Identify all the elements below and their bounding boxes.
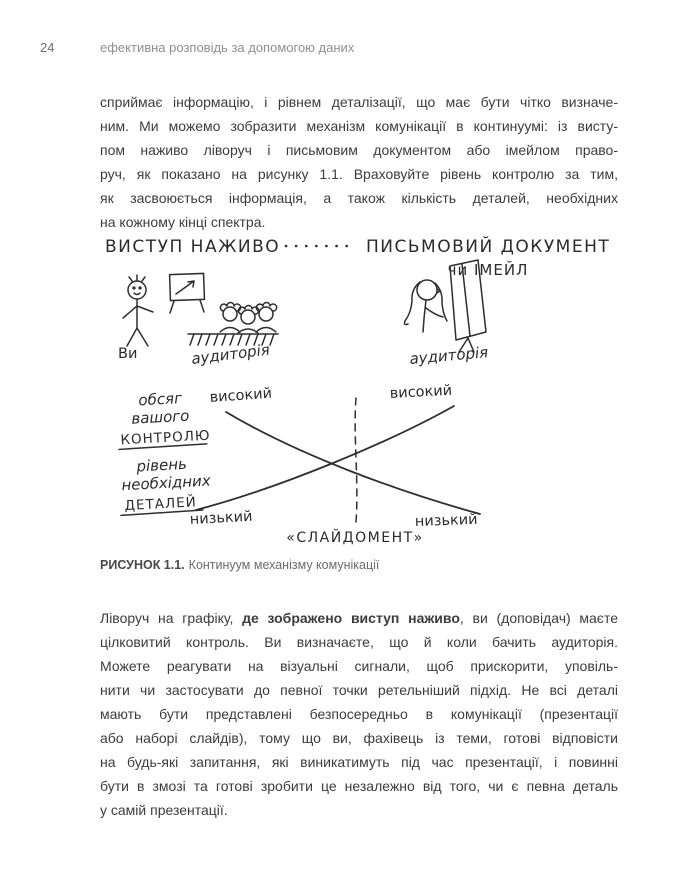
figure-caption-text: Континуум механізму комунікації (188, 558, 380, 572)
control-curve (226, 412, 480, 514)
presentation-board-icon (170, 273, 205, 313)
figure-1-1 (90, 230, 620, 552)
text-line: на будь-які запитання, які виникатимуть під час презентації, і повинні (100, 754, 618, 770)
slideument-divider-dashed-line (355, 398, 357, 522)
text-line: або наборі слайдів), тому що ви, фахівець із теми, готові відповісти (100, 730, 618, 746)
live-presentation-title: ВИСТУП НАЖИВО (105, 237, 281, 257)
low-right-label: низький (414, 511, 478, 530)
text-line: цілковитий контроль. Ви визначаєте, що й коли бачить аудиторія. (100, 634, 618, 650)
high-right-label: високий (389, 382, 453, 402)
text-line: пом наживо ліворуч і письмовим документом або імейлом право- (100, 142, 618, 158)
written-document-title: ПИСЬМОВИЙ ДОКУМЕНТ (366, 237, 611, 257)
text-line: мають бути представлені безпосередньо в комунікації (презентації (100, 706, 618, 722)
text-line: бути в змозі та готові зробити це незалежно від того, чи є певна деталь (100, 778, 618, 794)
low-left-label: низький (189, 508, 253, 528)
svg-text:ДЕТАЛЕЙ: ДЕТАЛЕЙ (124, 494, 198, 515)
svg-text:вашого: вашого (130, 406, 190, 428)
text-line: на кожному кінці спектра. (100, 214, 266, 230)
audience-left-label: аудиторія (190, 340, 271, 368)
communication-continuum-diagram (90, 230, 620, 552)
presenter-stick-figure-icon (123, 275, 153, 346)
svg-text:необхідних: необхідних (120, 471, 212, 495)
page-header (0, 40, 700, 58)
audience-right-label: аудиторія (408, 343, 489, 368)
body-paragraph-1 (100, 90, 618, 234)
high-left-label: високий (209, 385, 273, 406)
figure-caption-label: РИСУНОК 1.1. (100, 558, 185, 572)
text-line: сприймає інформацію, і рівнем деталізації, що має бути чітко визначе- (100, 94, 618, 110)
svg-text:обсяг: обсяг (137, 389, 183, 410)
text-line: нити чи застосувати до певної точки ретельніший підхід. Не всі деталі (100, 682, 618, 698)
text-line: у самій презентації. (100, 802, 228, 818)
details-axis-label (118, 454, 212, 516)
text-line: Можете реагувати на візуальні сигнали, щоб прискорити, уповіль- (100, 658, 618, 674)
page-number: 24 (40, 40, 55, 55)
or-email-subtitle: чи ІМЕЙЛ (447, 261, 529, 279)
text-line (100, 606, 618, 630)
text-segment: , ви (доповідач) маєте (459, 610, 618, 626)
text-segment: Ліворуч на графіку, (100, 610, 243, 626)
body-paragraph-2 (100, 606, 618, 822)
figure-caption (100, 558, 379, 572)
bold-text-segment: де зображено виступ наживо (242, 610, 460, 626)
text-line: ним. Ми можемо зобразити механізм комунікації в континуумі: із висту- (100, 118, 618, 134)
running-title: ефективна розповідь за допомогою даних (100, 40, 355, 55)
slideument-label: «СЛАЙДОМЕНТ» (286, 530, 424, 546)
text-line: руч, як показано на рисунку 1.1. Враховуйте рівень контролю за тим, (100, 166, 618, 182)
svg-text:рівень: рівень (135, 454, 188, 476)
svg-text:КОНТРОЛЮ: КОНТРОЛЮ (120, 427, 211, 449)
reader-figure-icon (404, 280, 447, 332)
you-label: Ви (118, 346, 138, 362)
audience-group-icon (188, 303, 278, 346)
text-line: як засвоюється інформація, а також кількість деталей, необхідних (100, 190, 618, 206)
control-axis-label (116, 388, 211, 450)
